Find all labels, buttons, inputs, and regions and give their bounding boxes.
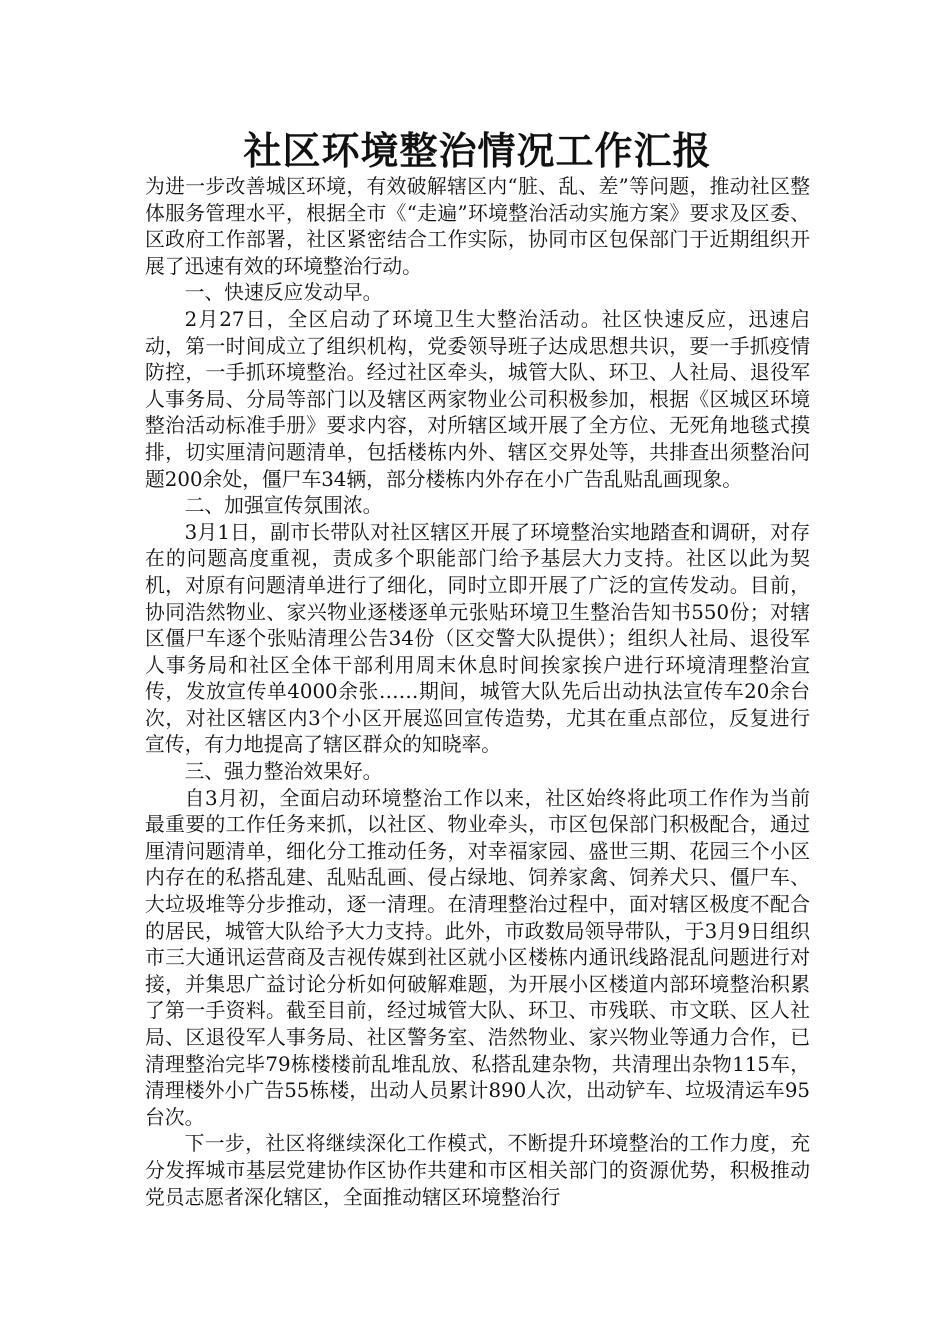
document-body [145,174,810,1211]
section-2-paragraph: 3月1日，副市长带队对社区辖区开展了环境整治实地踏查和调研，对存在的问题高度重视，责成多个职能部门给予基层大力支持。社区以此为契机，对原有问题清单进行了细化，同时立即开展了广泛的宣传发动。目前，协同浩然物业、家兴物业逐楼逐单元张贴环境卫生整治告知书550份；对辖区僵尸车逐个张贴清理公告34份（区交警大队提供）；组织人社局、退役军人事务局和社区全体干部利用周末休息时间挨家挨户进行环境清理整治宣传，发放宣传单4000余张……期间，城管大队先后出动执法宣传车20余台次，对社区辖区内3个小区开展巡回宣传造势，尤其在重点部位，反复进行宣传，有力地提高了辖区群众的知晓率。 [145,520,810,757]
section-1-paragraph: 2月27日，全区启动了环境卫生大整治活动。社区快速反应，迅速启动，第一时间成立了组织机构，党委领导班子达成思想共识，要一手抓疫情防控，一手抓环境整治。经过社区牵头，城管大队、环卫、人社局、退役军人事务局、分局等部门以及辖区两家物业公司积极参加，根据《区城区环境整治活动标准手册》要求内容，对所辖区域开展了全方位、无死角地毯式摸排，切实厘清问题清单，包括楼栋内外、辖区交界处等，共排查出须整治问题200余处，僵尸车34辆，部分楼栋内外存在小广告乱贴乱画现象。 [145,307,810,491]
section-heading-3: 三、强力整治效果好。 [184,760,383,784]
document-title: 社区环境整治情况工作汇报 [243,128,712,173]
document-page [145,128,810,1211]
intro-paragraph: 为进一步改善城区环境，有效破解辖区内“脏、乱、差”等问题，推动社区整体服务管理水平，根据全市《“走遍”环境整治活动实施方案》要求及区委、区政府工作部署，社区紧密结合工作实际，协同市区包保部门于近期组织开展了迅速有效的环境整治行动。 [145,175,810,278]
next-steps-paragraph: 下一步，社区将继续深化工作模式，不断提升环境整治的工作力度，充分发挥城市基层党建协作区协作共建和市区相关部门的资源优势，积极推动党员志愿者深化辖区，全面推动辖区环境整治行 [145,1132,810,1209]
section-3-paragraph: 自3月初，全面启动环境整治工作以来，社区始终将此项工作作为当前最重要的工作任务来抓，以社区、物业牵头，市区包保部门积极配合，通过厘清问题清单，细化分工推动任务，对幸福家园、盛世三期、花园三个小区内存在的私搭乱建、乱贴乱画、侵占绿地、饲养家禽、饲养犬只、僵尸车、大垃圾堆等分步推动，逐一清理。在清理整治过程中，面对辖区极度不配合的居民，城管大队给予大力支持。此外，市政数局领导带队，于3月9日组织市三大通讯运营商及吉视传媒到社区就小区楼栋内通讯线路混乱问题进行对接，并集思广益讨论分析如何破解难题，为开展小区楼道内部环境整治积累了第一手资料。截至目前，经过城管大队、环卫、市残联、市文联、区人社局、区退役军人事务局、社区警务室、浩然物业、家兴物业等通力合作，已清理整治完毕79栋楼楼前乱堆乱放、私搭乱建杂物，共清理出杂物115车，清理楼外小广告55栋楼，出动人员累计890人次，出动铲车、垃圾清运车95台次。 [145,786,810,1129]
section-heading-1: 一、快速反应发动早。 [184,281,383,305]
section-heading-2: 二、加强宣传氛围浓。 [184,494,383,518]
